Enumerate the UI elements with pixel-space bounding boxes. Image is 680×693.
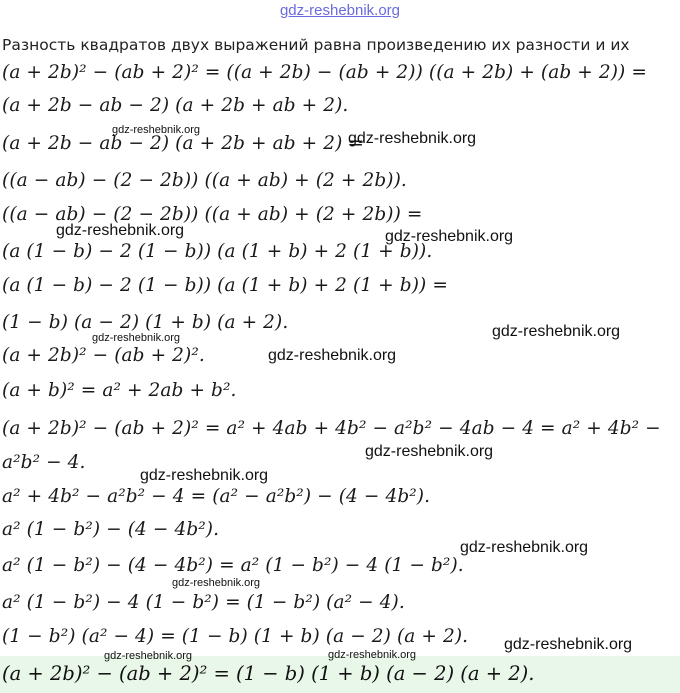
math-line: (a + 2b)² − (ab + 2)² = ((a + 2b) − (ab + 2)) ((a + 2b) + (ab + 2)) = xyxy=(2,62,647,83)
math-line: a² + 4b² − a²b² − 4 = (a² − a²b²) − (4 − 4b²). xyxy=(2,486,431,507)
watermark: gdz-reshebnik.org xyxy=(348,130,477,147)
math-line: ((a − ab) − (2 − 2b)) ((a + ab) + (2 + 2b)). xyxy=(2,170,407,191)
final-result: (a + 2b)² − (ab + 2)² = (1 − b) (1 + b) (a − 2) (a + 2). xyxy=(2,662,535,685)
watermark: gdz-reshebnik.org xyxy=(268,347,397,364)
math-line: a² (1 − b²) − (4 − 4b²) = a² (1 − b²) − 4 (1 − b²). xyxy=(2,555,464,576)
watermark: gdz-reshebnik.org xyxy=(492,323,621,340)
watermark: gdz-reshebnik.org xyxy=(385,228,514,245)
math-line: (a + b)² = a² + 2ab + b². xyxy=(2,380,237,401)
math-line: a² (1 − b²) − (4 − 4b²). xyxy=(2,519,220,540)
math-line: a² (1 − b²) − 4 (1 − b²) = (1 − b²) (a² − 4). xyxy=(2,592,405,613)
math-line: (a (1 − b) − 2 (1 − b)) (a (1 + b) + 2 (1 + b)) = xyxy=(2,275,448,296)
math-line: (a + 2b)² − (ab + 2)². xyxy=(2,345,205,366)
watermark: gdz-reshebnik.org xyxy=(112,124,201,136)
watermark: gdz-reshebnik.org xyxy=(56,222,185,239)
math-line: (a + 2b)² − (ab + 2)² = a² + 4ab + 4b² − a²b² − 4ab − 4 = a² + 4b² − xyxy=(2,418,661,439)
watermark: gdz-reshebnik.org xyxy=(92,332,181,344)
watermark: gdz-reshebnik.org xyxy=(504,636,633,653)
watermark: gdz-reshebnik.org xyxy=(460,539,589,556)
math-line: (a + 2b − ab − 2) (a + 2b + ab + 2). xyxy=(2,95,349,116)
math-line: ((a − ab) − (2 − 2b)) ((a + ab) + (2 + 2b)) = xyxy=(2,204,423,225)
intro-text: Разность квадратов двух выражений равна произведению их разности и их xyxy=(2,36,630,54)
math-line: a²b² − 4. xyxy=(2,452,86,473)
math-line: (a + 2b − ab − 2) (a + 2b + ab + 2) = xyxy=(2,133,364,154)
watermark: gdz-reshebnik.org xyxy=(365,443,494,460)
watermark: gdz-reshebnik.org xyxy=(140,467,269,484)
watermark: gdz-reshebnik.org xyxy=(328,649,417,661)
site-link[interactable]: gdz-reshebnik.org xyxy=(279,2,401,19)
watermark: gdz-reshebnik.org xyxy=(172,577,261,589)
final-result-box xyxy=(0,656,680,693)
math-line: (1 − b²) (a² − 4) = (1 − b) (1 + b) (a − 2) (a + 2). xyxy=(2,626,469,647)
math-line: (a (1 − b) − 2 (1 − b)) (a (1 + b) + 2 (1 + b)). xyxy=(2,241,433,262)
watermark: gdz-reshebnik.org xyxy=(104,650,193,662)
math-line: (1 − b) (a − 2) (1 + b) (a + 2). xyxy=(2,312,289,333)
